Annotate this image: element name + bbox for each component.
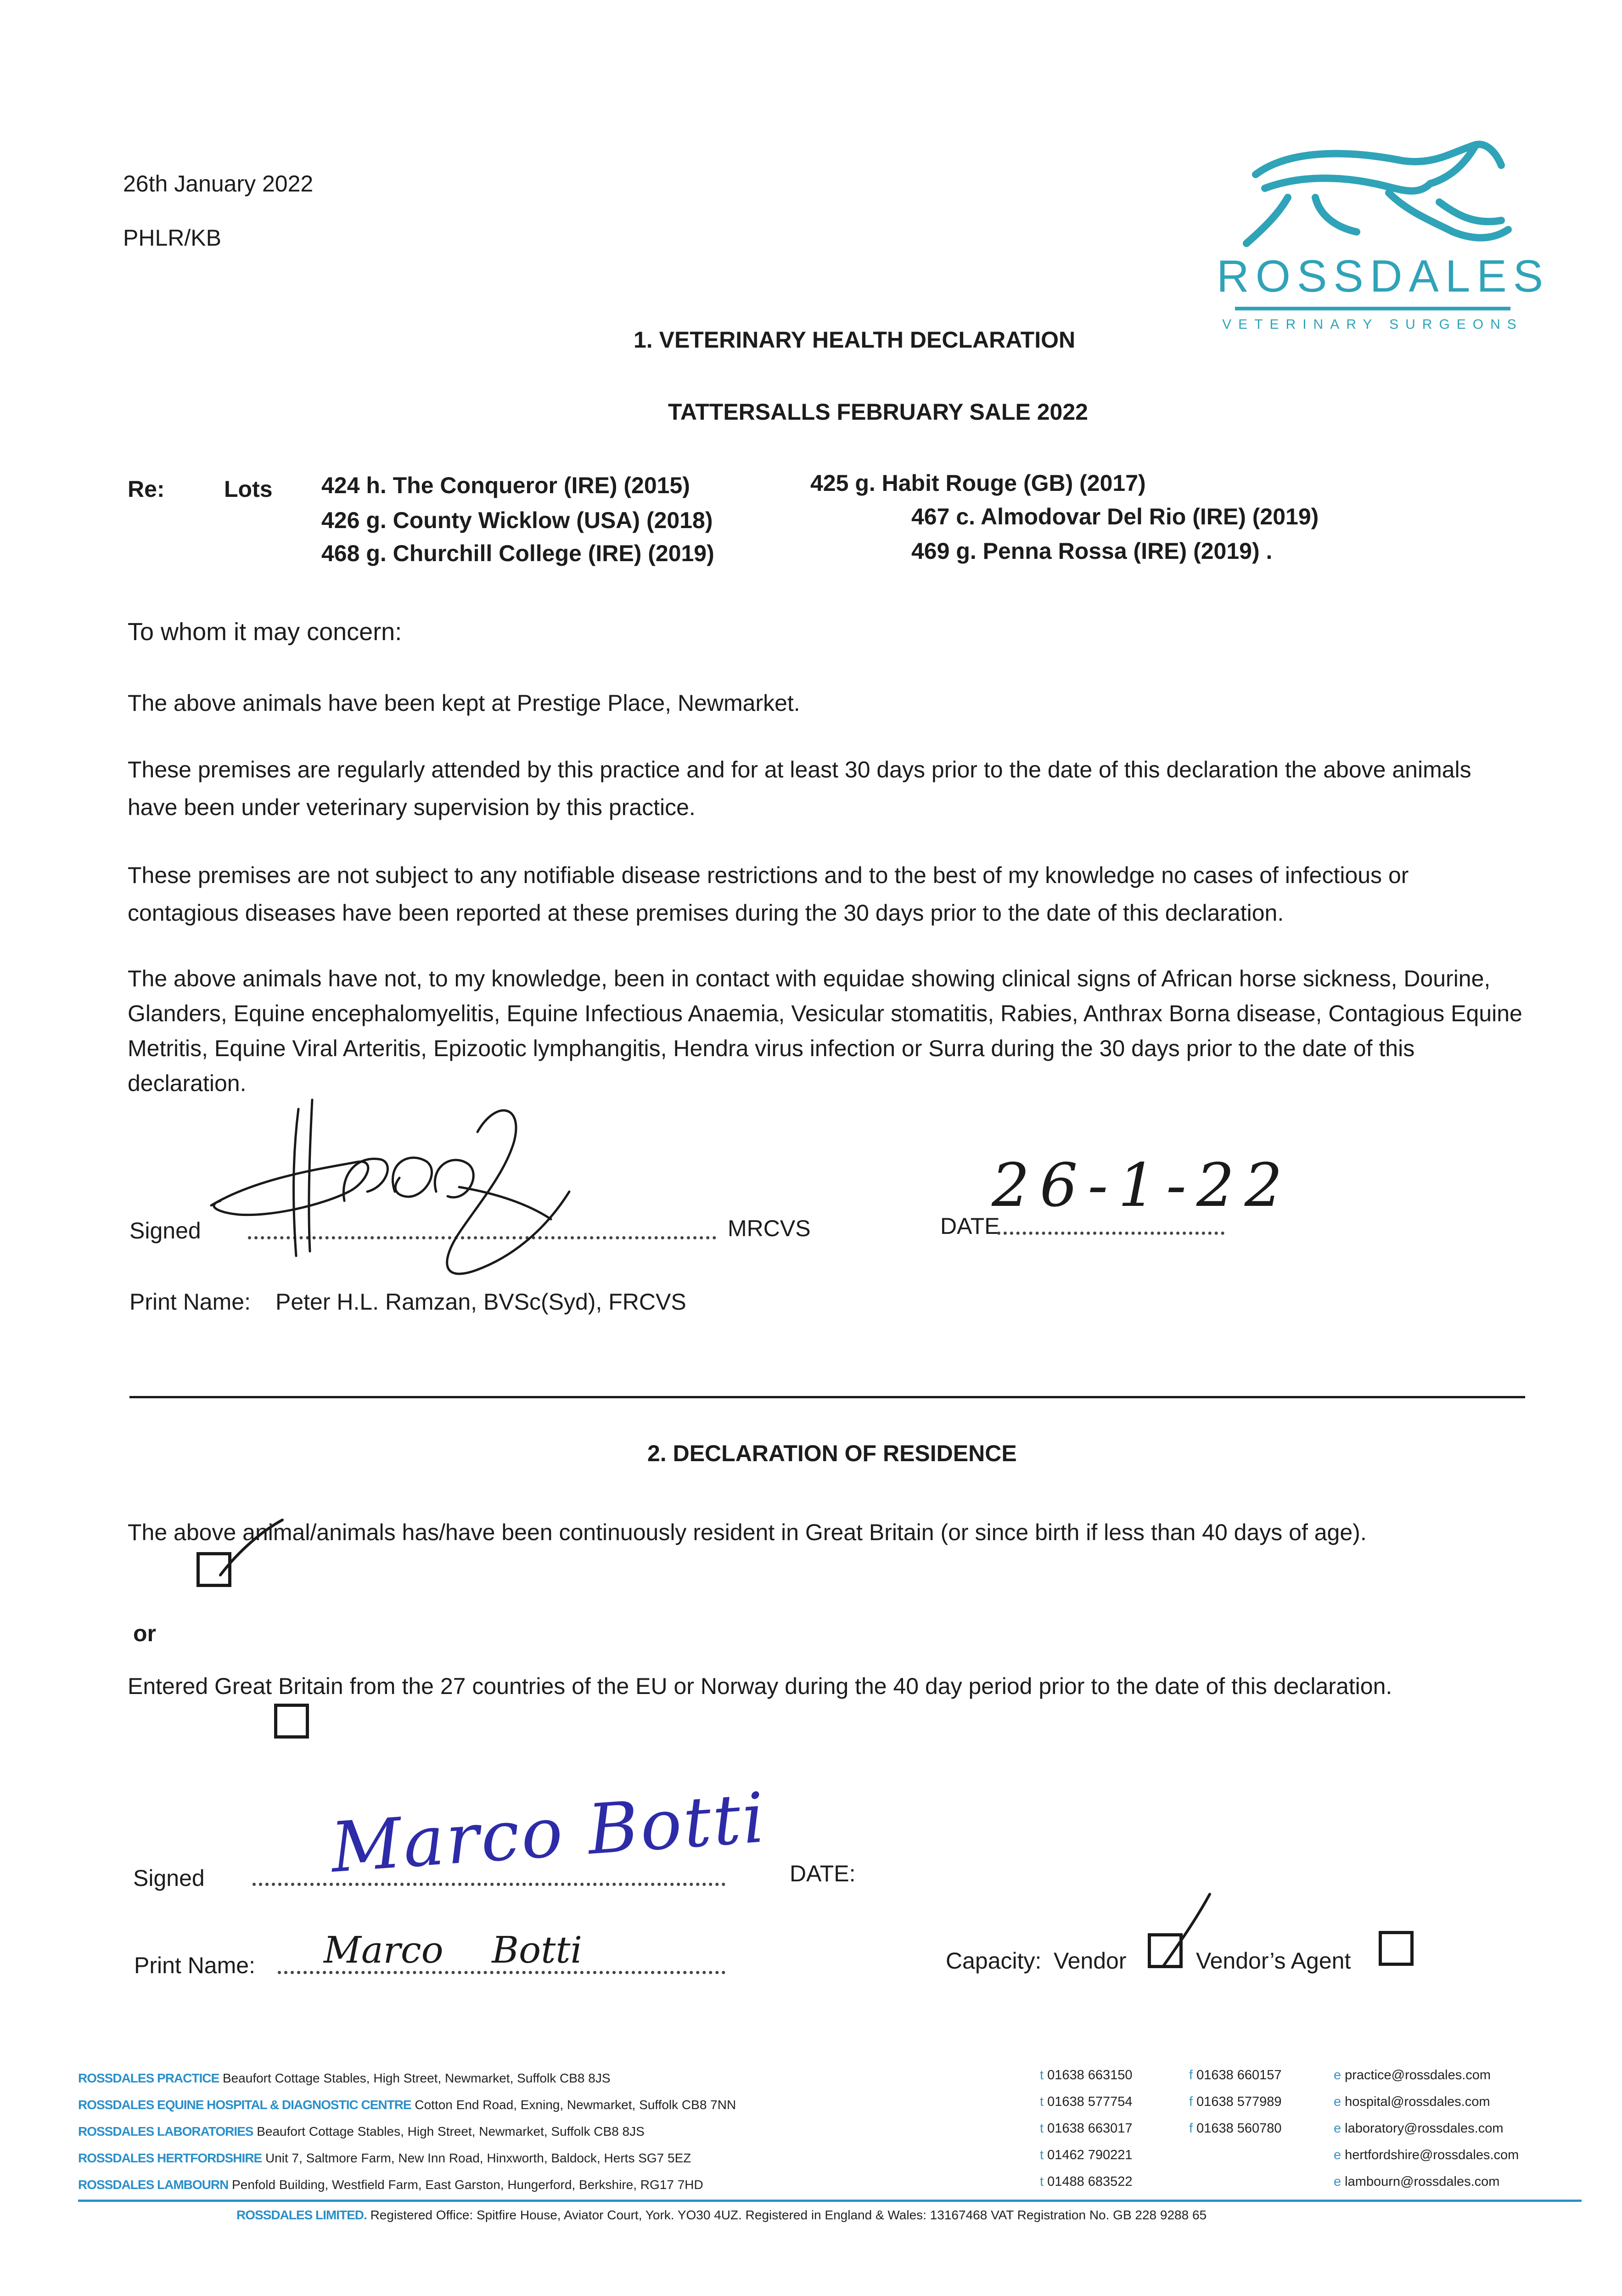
office-name: ROSSDALES PRACTICE [78, 2071, 219, 2085]
entered-text: Entered Great Britain from the 27 countries of the EU or Norway during the 40 day period prior to the date of this declaration. [128, 1673, 1392, 1699]
vendor-signature: Marco Botti [328, 1778, 769, 1888]
office-tel: t 01638 577754 [1040, 2094, 1133, 2109]
office-tel: t 01638 663017 [1040, 2121, 1133, 2136]
fax-icon: f [1189, 2094, 1193, 2109]
date-label: DATE [940, 1213, 1000, 1239]
resident-check-mark [216, 1515, 285, 1580]
email-icon: e [1334, 2148, 1341, 2162]
vet-print-name: Peter H.L. Ramzan, BVSc(Syd), FRCVS [275, 1289, 686, 1315]
office-address: Penfold Building, Westfield Farm, East Garston, Hungerford, Berkshire, RG17 7HD [232, 2178, 703, 2192]
footer-office [78, 2151, 691, 2166]
office-address: Unit 7, Saltmore Farm, New Inn Road, Hinxworth, Baldock, Herts SG7 5EZ [265, 2151, 691, 2165]
vendor-agent-checkbox[interactable] [1379, 1931, 1414, 1966]
email-icon: e [1334, 2174, 1341, 2189]
vendor-label: Vendor [1054, 1948, 1127, 1974]
paragraph: These premises are regularly attended by this practice and for at least 30 days prior to the date of this declaration the above animals have been under veterinary supervision by this practice. [128, 757, 1471, 820]
signed-label: Signed [129, 1218, 201, 1244]
section2-title: 2. DECLARATION OF RESIDENCE [647, 1441, 1017, 1466]
tel-icon: t [1040, 2121, 1044, 2136]
lot-item: 426 g. County Wicklow (USA) (2018) [321, 507, 713, 533]
office-tel: t 01638 663150 [1040, 2068, 1133, 2082]
office-name: ROSSDALES LAMBOURN [78, 2178, 229, 2192]
tel-icon: t [1040, 2094, 1044, 2109]
section-divider [129, 1396, 1525, 1398]
print-name-label: Print Name: [134, 1953, 255, 1978]
office-address: Beaufort Cottage Stables, High Street, Newmarket, Suffolk CB8 8JS [257, 2124, 645, 2138]
signed-label: Signed [133, 1865, 205, 1891]
paragraph: The above animals have been kept at Prestige Place, Newmarket. [128, 690, 800, 716]
fax-icon: f [1189, 2121, 1193, 2136]
office-email[interactable]: e hospital@rossdales.com [1334, 2094, 1490, 2109]
tel-icon: t [1040, 2174, 1044, 2189]
fax-icon: f [1189, 2068, 1193, 2082]
footer-office [78, 2098, 736, 2112]
office-email[interactable]: e lambourn@rossdales.com [1334, 2174, 1500, 2189]
footer-office [78, 2124, 645, 2139]
footer-office [78, 2178, 703, 2192]
office-name: ROSSDALES HERTFORDSHIRE [78, 2151, 262, 2165]
office-fax: f 01638 560780 [1189, 2121, 1282, 2136]
office-name: ROSSDALES EQUINE HOSPITAL & DIAGNOSTIC CENTRE [78, 2098, 411, 2112]
paragraph: The above animals have not, to my knowledge, been in contact with equidae showing clinical signs of African horse sickness, Dourine, Glanders, Equine encephalomyelitis, Equine Infectious Anaemia, Vesicular stomatitis, Rabies, Anthrax Borna disease, Contagious Equine Metritis, Equine Viral Arteritis, Epizootic lymphangitis, Hendra virus infection or Surra during the 30 days prior to the date of this declaration. [128, 966, 1522, 1096]
entered-checkbox[interactable] [274, 1704, 309, 1739]
handwritten-date: 26-1-22 [992, 1150, 1293, 1220]
lots-label: Lots [224, 476, 273, 502]
print-name-label: Print Name: [129, 1289, 251, 1315]
email-icon: e [1334, 2094, 1341, 2109]
lot-item: 467 c. Almodovar Del Rio (IRE) (2019) [911, 504, 1319, 529]
section1-subtitle: TATTERSALLS FEBRUARY SALE 2022 [668, 399, 1088, 425]
office-tel: t 01488 683522 [1040, 2174, 1133, 2189]
date-label: DATE: [790, 1861, 856, 1886]
vendor-agent-label: Vendor’s Agent [1196, 1948, 1351, 1974]
registered-office [236, 2208, 1207, 2223]
entered-statement [128, 1658, 1459, 1715]
letter-date: 26th January 2022 [123, 171, 314, 197]
logo-subtitle: VETERINARY SURGEONS [1222, 317, 1523, 332]
or-label: or [133, 1621, 156, 1646]
re-label: Re: [128, 476, 165, 502]
registered-office-text: Registered Office: Spitfire House, Aviator Court, York. YO30 4UZ. Registered in England & Wales: 13167468 VAT Registration No. GB 228 9288 65 [370, 2208, 1207, 2222]
office-address: Cotton End Road, Exning, Newmarket, Suffolk CB8 7NN [415, 2098, 736, 2112]
paragraph: These premises are not subject to any notifiable disease restrictions and to the best of my knowledge no cases of infectious or contagious diseases have been reported at these premises during the 30 days prior to the date of this declaration. [128, 862, 1409, 926]
footer-office [78, 2071, 611, 2086]
footer-rule [78, 2200, 1582, 2202]
lot-item: 425 g. Habit Rouge (GB) (2017) [810, 470, 1146, 496]
office-email[interactable]: e hertfordshire@rossdales.com [1334, 2148, 1519, 2162]
letter-reference: PHLR/KB [123, 225, 221, 251]
tel-icon: t [1040, 2068, 1044, 2082]
lot-item: 468 g. Churchill College (IRE) (2019) [321, 540, 714, 566]
vet-signature [202, 1054, 643, 1293]
office-name: ROSSDALES LABORATORIES [78, 2124, 253, 2138]
residence-text: The above animal/animals has/have been continuously resident in Great Britain (or since birth if less than 40 days of age). [128, 1519, 1367, 1545]
office-email[interactable]: e laboratory@rossdales.com [1334, 2121, 1504, 2136]
mrcvs-label: MRCVS [728, 1216, 811, 1241]
office-fax: f 01638 577989 [1189, 2094, 1282, 2109]
tel-icon: t [1040, 2148, 1044, 2162]
office-email[interactable]: e practice@rossdales.com [1334, 2068, 1491, 2082]
office-address: Beaufort Cottage Stables, High Street, Newmarket, Suffolk CB8 8JS [222, 2071, 611, 2085]
office-fax: f 01638 660157 [1189, 2068, 1282, 2082]
office-tel: t 01462 790221 [1040, 2148, 1133, 2162]
rossdales-logo [1217, 133, 1550, 349]
lot-item: 469 g. Penna Rossa (IRE) (2019) . [911, 538, 1273, 564]
salutation: To whom it may concern: [128, 618, 402, 646]
email-icon: e [1334, 2068, 1341, 2082]
vendor-print-name: Marco Botti [324, 1929, 583, 1971]
section1-title: 1. VETERINARY HEALTH DECLARATION [634, 327, 1076, 353]
limited-name: ROSSDALES LIMITED. [236, 2208, 367, 2222]
horse-logo-icon [1237, 133, 1513, 257]
logo-wordmark: ROSSDALES [1217, 251, 1550, 301]
logo-divider [1235, 307, 1510, 310]
residence-statement [128, 1504, 1459, 1561]
email-icon: e [1334, 2121, 1341, 2136]
capacity-label: Capacity: [946, 1948, 1042, 1974]
lot-item: 424 h. The Conqueror (IRE) (2015) [321, 473, 690, 498]
